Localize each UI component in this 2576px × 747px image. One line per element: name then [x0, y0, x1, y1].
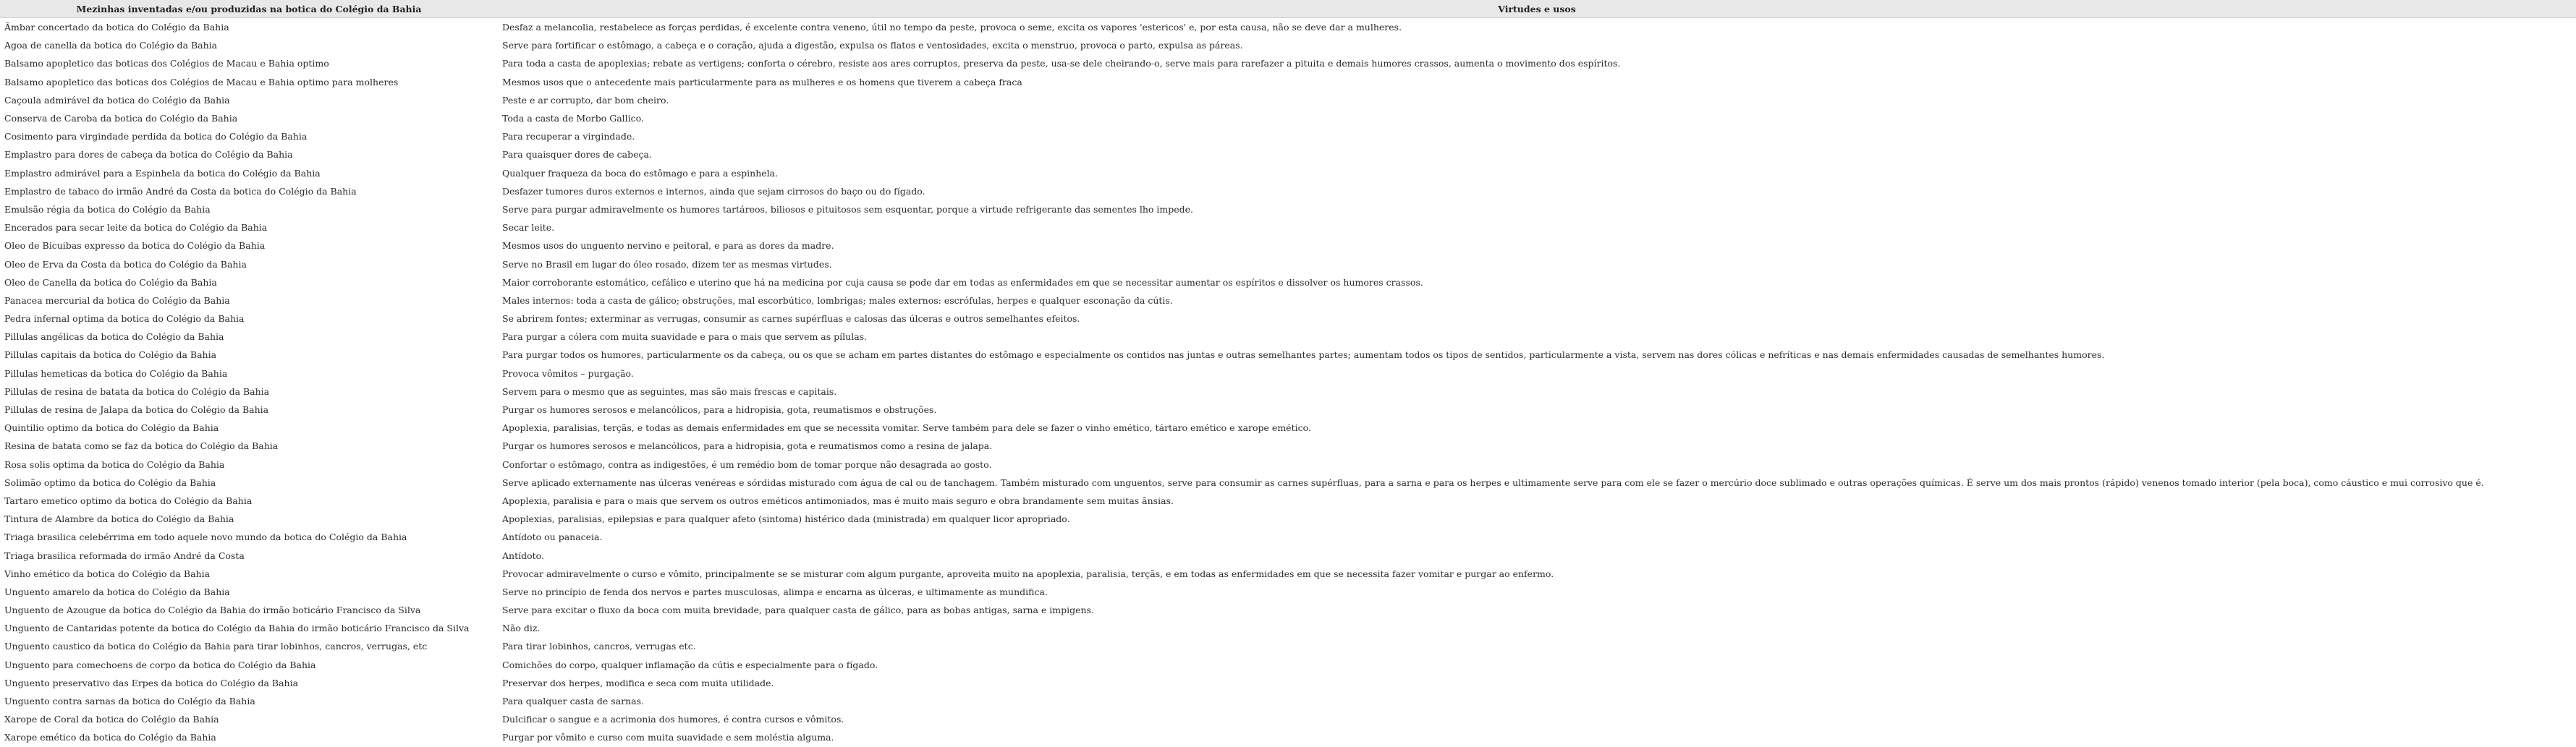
table-row: [0, 383, 2576, 401]
remedy-name-cell: Balsamo apopletico das boticas dos Colégios de Macau e Bahia optimo para molheres: [4, 76, 399, 87]
remedy-name-cell: Triaga brasilica celebérrima em todo aquele novo mundo da botica do Colégio da Bahia: [4, 532, 407, 543]
table-row: [0, 291, 2576, 310]
virtues-cell: Mesmos usos do unguento nervino e peitoral, e para as dores da madre.: [502, 240, 834, 252]
table-row: [0, 200, 2576, 218]
remedy-name-cell: Cosimento para virgindade perdida da botica do Colégio da Bahia: [4, 131, 308, 142]
remedy-name-cell: Balsamo apopletico das boticas dos Colégios de Macau e Bahia optimo: [4, 58, 329, 69]
remedy-name-cell: Oleo de Erva da Costa da botica do Colégio da Bahia: [4, 258, 247, 270]
remedy-name-cell: Unguento de Cantaridas potente da botica do Colégio da Bahia do irmão boticário Francisco da Silva: [4, 623, 470, 634]
virtues-cell: Confortar o estômago, contra as indigestões, é um remédio bom de tomar porque não desagrada ao gosto.: [502, 458, 992, 470]
remedy-name-cell: Pillulas de resina de batata da botica do Colégio da Bahia: [4, 385, 270, 397]
virtues-cell: Mesmos usos que o antecedente mais particularmente para as mulheres e os homens que tiverem a cabeça fraca: [502, 76, 1022, 87]
remedy-name-cell: Pillulas angélicas da botica do Colégio da Bahia: [4, 331, 224, 343]
table-header: [0, 0, 2576, 18]
table-row: [0, 456, 2576, 474]
virtues-cell: Desfaz a melancolia, restabelece as forças perdidas, é excelente contra veneno, útil no tempo da peste, provoca o seme, excita os vapores 'estericos' e, por esta causa, não se deve dar a mulheres.: [502, 22, 1402, 33]
virtues-cell: Serve no Brasil em lugar do óleo rosado, dizem ter as mesmas virtudes.: [502, 258, 832, 270]
table-row: [0, 710, 2576, 728]
virtues-cell: Males internos: toda a casta de gálico; obstruções, mal escorbútico, lombrigas; males externos: escrófulas, herpes e qualquer esconação da cútis.: [502, 294, 1173, 306]
table-row: [0, 346, 2576, 364]
remedy-name-cell: Xarope emético da botica do Colégio da Bahia: [4, 732, 216, 743]
table-row: [0, 728, 2576, 746]
table-row: [0, 236, 2576, 255]
table-row: [0, 273, 2576, 291]
virtues-cell: Apoplexias, paralisias, epilepsias e para qualquer afeto (sintoma) histérico dada (ministrada) em qualquer licor apropriado.: [502, 513, 1070, 525]
remedy-name-cell: Pillulas de resina de Jalapa da botica do Colégio da Bahia: [4, 404, 269, 416]
virtues-cell: Desfazer tumores duros externos e internos, ainda que sejam cirrosos do baço ou do fígado.: [502, 185, 925, 197]
virtues-cell: Antídoto.: [502, 550, 544, 561]
remedy-name-cell: Pillulas capitais da botica do Colégio da Bahia: [4, 349, 217, 361]
remedy-name-cell: Unguento contra sarnas da botica do Colégio da Bahia: [4, 696, 255, 707]
virtues-cell: Apoplexia, paralisias, terçãs, e todas as demais enfermidades em que se necessita vomitar. Serve também para dele se fazer o vinho emético, tártaro emético e xarope emético.: [502, 422, 1311, 434]
remedy-name-cell: Pedra infernal optima da botica do Colégio da Bahia: [4, 313, 245, 325]
remedy-name-cell: Encerados para secar leite da botica do Colégio da Bahia: [4, 222, 268, 234]
virtues-cell: Purgar os humores serosos e melancólicos, para a hidropisia, gota e reumatismos como a resina de jalapa.: [502, 440, 993, 452]
table-row: [0, 127, 2576, 145]
table-row: [0, 601, 2576, 619]
virtues-cell: Comichões do corpo, qualquer inflamação da cútis e especialmente para o fígado.: [502, 659, 878, 670]
virtues-cell: Para purgar todos os humores, particularmente os da cabeça, ou os que se acham em partes distantes do estômago e especialmente os contidos nas juntas e outras semelhantes partes; aumentam todos os tipos de sentidos, particularmente a vista, servem nas dores cólicas e nefríticas e nas demais enfermidades causadas de semelhantes humores.: [502, 349, 2105, 361]
virtues-cell: Serve no princípio de fenda dos nervos e partes musculosas, alimpa e encarna as úlceras, e ultimamente as mundifica.: [502, 586, 1048, 597]
column-header-virtues: Virtudes e usos: [498, 0, 2576, 18]
remedy-name-cell: Vinho emético da botica do Colégio da Bahia: [4, 568, 211, 579]
remedy-name-cell: Quintilio optimo da botica do Colégio da Bahia: [4, 422, 219, 434]
virtues-cell: Purgar os humores serosos e melancólicos, para a hidropisia, gota, reumatismos e obstruções.: [502, 404, 937, 416]
table-row: [0, 437, 2576, 455]
table-row: [0, 510, 2576, 528]
remedy-name-cell: Tartaro emetico optimo da botica do Colégio da Bahia: [4, 495, 253, 506]
table-row: [0, 528, 2576, 546]
remedy-name-cell: Agoa de canella da botica do Colégio da Bahia: [4, 40, 218, 51]
virtues-cell: Para toda a casta de apoplexias; rebate as vertigens; conforta o cérebro, resiste aos ares corruptos, preserva da peste, usa-se dele cheirando-o, serve mais para rarefazer a pituita e demais humores crassos, aumenta o movimento dos espíritos.: [502, 58, 1621, 69]
virtues-cell: Não diz.: [502, 623, 541, 634]
remedy-name-cell: Âmbar concertado da botica do Colégio da Bahia: [4, 22, 229, 33]
table-row: [0, 364, 2576, 383]
virtues-cell: Serve para fortificar o estômago, a cabeça e o coração, ajuda a digestão, expulsa os flatos e ventosidades, excita o menstruo, provoca o parto, expulsa as páreas.: [502, 40, 1243, 51]
virtues-cell: Se abrirem fontes; exterminar as verrugas, consumir as carnes supérfluas e calosas das úlceras e outros semelhantes efeitos.: [502, 313, 1080, 325]
virtues-cell: Secar leite.: [502, 222, 555, 234]
virtues-cell: Purgar por vômito e curso com muita suavidade e sem moléstia alguma.: [502, 732, 834, 743]
remedy-name-cell: Resina de batata como se faz da botica do Colégio da Bahia: [4, 440, 279, 452]
remedy-name-cell: Solimão optimo da botica do Colégio da Bahia: [4, 477, 216, 488]
remedy-name-cell: Unguento preservativo das Erpes da botica do Colégio da Bahia: [4, 677, 299, 688]
table-row: [0, 164, 2576, 182]
remedy-name-cell: Conserva de Caroba da botica do Colégio da Bahia: [4, 113, 238, 124]
virtues-cell: Toda a casta de Morbo Gallico.: [502, 113, 644, 124]
table-row: [0, 474, 2576, 492]
remedy-name-cell: Caçoula admirável da botica do Colégio da Bahia: [4, 94, 230, 106]
remedy-name-cell: Emplastro para dores de cabeça da botica do Colégio da Bahia: [4, 149, 293, 161]
table-row: [0, 692, 2576, 710]
table-row: [0, 492, 2576, 510]
virtues-cell: Serve para excitar o fluxo da boca com muita brevidade, para qualquer casta de gálico, para as bobas antigas, sarna e impigens.: [502, 605, 1094, 616]
table-row: [0, 73, 2576, 91]
virtues-cell: Provoca vômitos – purgação.: [502, 367, 634, 379]
table-body: [0, 18, 2576, 747]
table-row: [0, 109, 2576, 127]
table-row: [0, 565, 2576, 583]
remedy-name-cell: Emplastro de tabaco do irmão André da Costa da botica do Colégio da Bahia: [4, 185, 357, 197]
table-row: [0, 637, 2576, 655]
table-row: [0, 619, 2576, 637]
virtues-cell: Antídoto ou panaceia.: [502, 532, 603, 543]
virtues-cell: Para qualquer casta de sarnas.: [502, 696, 645, 707]
remedy-name-cell: Xarope de Coral da botica do Colégio da Bahia: [4, 714, 219, 725]
virtues-cell: Qualquer fraqueza da boca do estômago e para a espinhela.: [502, 167, 779, 179]
table-row: [0, 218, 2576, 236]
table-row: [0, 91, 2576, 109]
table-row: [0, 182, 2576, 200]
table-row: [0, 36, 2576, 54]
remedy-name-cell: Triaga brasilica reformada do irmão André da Costa: [4, 550, 245, 561]
virtues-cell: Provocar admiravelmente o curso e vômito, principalmente se se misturar com algum purgante, aproveita muito na apoplexia, paralisia, terçãs, e em todas as enfermidades em que se necessita fazer vomitar e purgar ao enfermo.: [502, 568, 1554, 579]
table-row: [0, 310, 2576, 328]
virtues-cell: Para purgar a cólera com muita suavidade e para o mais que servem as pílulas.: [502, 331, 868, 343]
virtues-cell: Para tirar lobinhos, cancros, verrugas etc.: [502, 641, 696, 652]
remedy-name-cell: Unguento amarelo da botica do Colégio da Bahia: [4, 586, 230, 597]
virtues-cell: Peste e ar corrupto, dar bom cheiro.: [502, 94, 669, 106]
table-row: [0, 54, 2576, 72]
table-row: [0, 419, 2576, 437]
remedy-name-cell: Oleo de Bicuibas expresso da botica do Colégio da Bahia: [4, 240, 266, 252]
remedy-name-cell: Unguento caustico da botica do Colégio da Bahia para tirar lobinhos, cancros, verrugas, etc: [4, 641, 428, 652]
virtues-cell: Apoplexia, paralisia e para o mais que servem os outros eméticos antimoniados, mas é muito mais seguro e obra brandamente sem muitas ânsias.: [502, 495, 1174, 506]
table-row: [0, 656, 2576, 674]
table-row: [0, 255, 2576, 273]
virtues-cell: Dulcificar o sangue e a acrimonia dos humores, é contra cursos e vômitos.: [502, 714, 844, 725]
remedy-name-cell: Unguento para comechoens de corpo da botica do Colégio da Bahia: [4, 659, 316, 670]
virtues-cell: Serve para purgar admiravelmente os humores tartáreos, biliosos e pituitosos sem esquentar, porque a virtude refrigerante das sementes lho impede.: [502, 203, 1194, 215]
table-row: [0, 546, 2576, 564]
remedy-name-cell: Tintura de Alambre da botica do Colégio da Bahia: [4, 513, 234, 525]
table-row: [0, 583, 2576, 601]
remedy-name-cell: Oleo de Canella da botica do Colégio da Bahia: [4, 276, 217, 288]
remedy-name-cell: Rosa solis optima da botica do Colégio da Bahia: [4, 458, 225, 470]
remedy-name-cell: Unguento de Azougue da botica do Colégio da Bahia do irmão boticário Francisco da Silva: [4, 605, 421, 616]
table-row: [0, 145, 2576, 163]
virtues-cell: Maior corroborante estomático, cefálico e uterino que há na medicina por cuja causa se pode dar em todas as enfermidades em que se necessitar aumentar os espíritos e dissolver os humores crassos.: [502, 276, 1423, 288]
header-row: [0, 0, 2576, 18]
table-row: [0, 18, 2576, 37]
virtues-cell: Serve aplicado externamente nas úlceras venéreas e sórdidas misturado com água de cal ou de tanchagem. Também misturado com unguentos, serve para consumir as carnes supérfluas, para a sarna e para os herpes e ultimamente serve para com ele se fazer o mercúrio doce sublimado e outras operações químicas. É serve um dos mais prontos (rápido) venenos tomado interior (pela boca), como cáustico e mui corrosivo que é.: [502, 477, 2484, 488]
remedy-name-cell: Pillulas hemeticas da botica do Colégio da Bahia: [4, 367, 228, 379]
virtues-cell: Para quaisquer dores de cabeça.: [502, 149, 652, 161]
column-header-remedy: Mezinhas inventadas e/ou produzidas na botica do Colégio da Bahia: [0, 0, 498, 18]
virtues-cell: Preservar dos herpes, modifica e seca com muita utilidade.: [502, 677, 774, 688]
virtues-cell: Para recuperar a virgindade.: [502, 131, 635, 142]
remedy-name-cell: Emulsão régia da botica do Colégio da Bahia: [4, 203, 211, 215]
table-row: [0, 674, 2576, 692]
remedy-name-cell: Emplastro admirável para a Espinhela da botica do Colégio da Bahia: [4, 167, 321, 179]
table-row: [0, 328, 2576, 346]
virtues-cell: Servem para o mesmo que as seguintes, mas são mais frescas e capitais.: [502, 385, 837, 397]
table-row: [0, 401, 2576, 419]
remedy-name-cell: Panacea mercurial da botica do Colégio da Bahia: [4, 294, 230, 306]
